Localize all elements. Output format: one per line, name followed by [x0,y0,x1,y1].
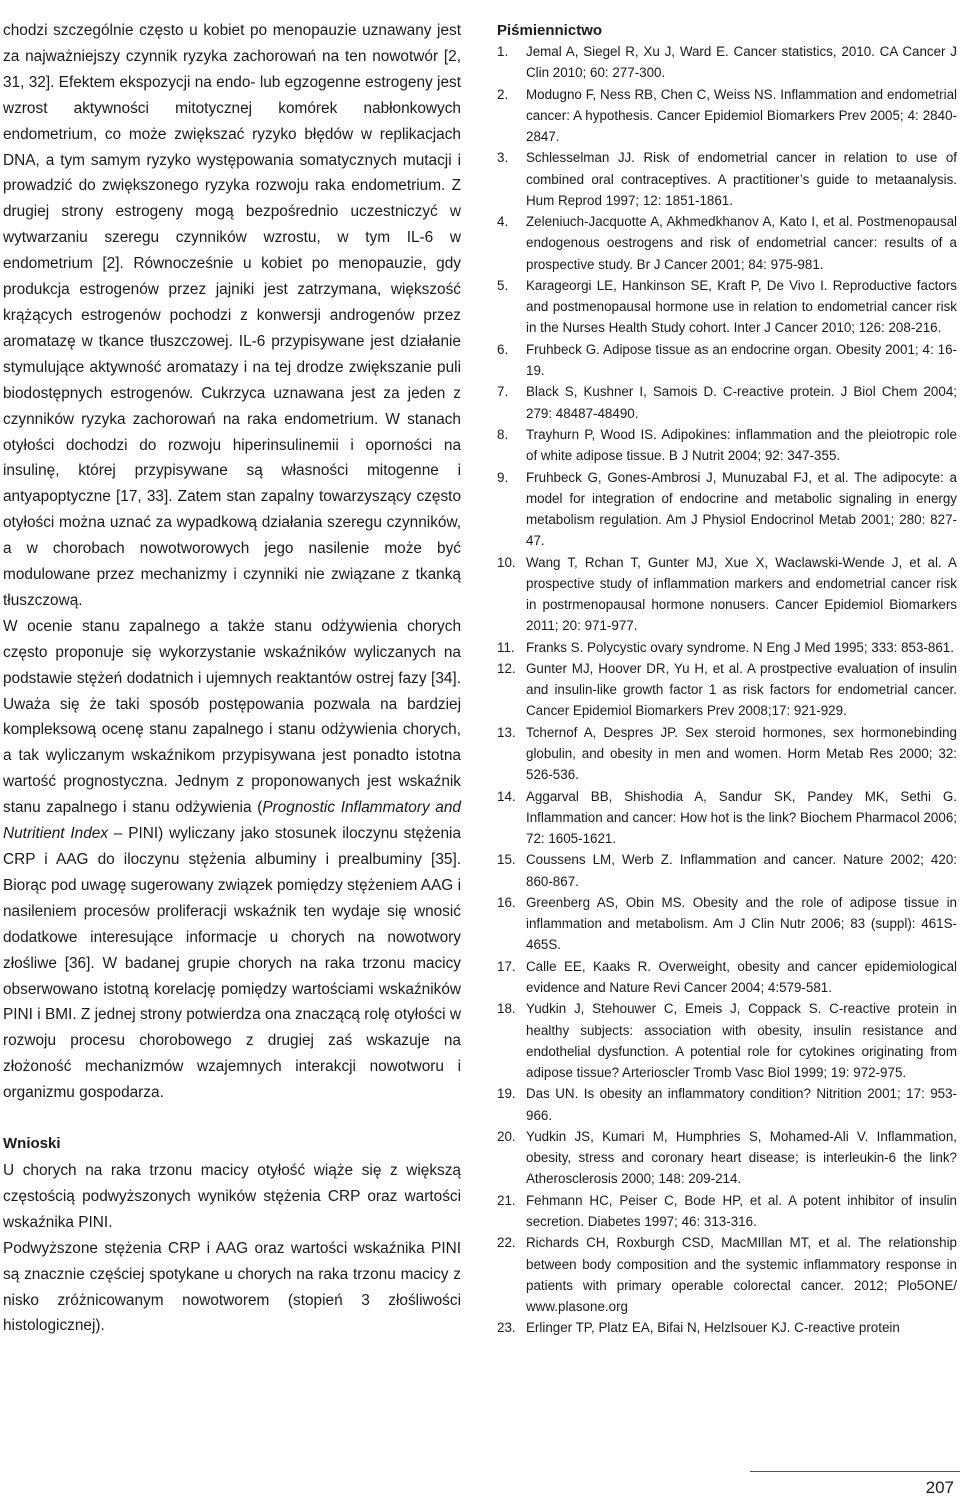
reference-item [497,467,957,552]
reference-number: 7. [497,384,509,400]
reference-text: Calle EE, Kaaks R. Overweight, obesity and cancer epidemiological evidence and Nature Revi Cancer 2004; 4:579-581. [526,958,957,995]
reference-number: 23. [497,1320,516,1336]
reference-text: Wang T, Rchan T, Gunter MJ, Xue X, Waclawski-Wende J, et al. A prospective study of inflammation markers and endometrial cancer risk in postrmenopausal hormone nonusers. Cancer Epidemiol Biomarkers 2011; 20: 971-977. [526,554,957,634]
reference-number: 15. [497,852,516,868]
reference-text: Zeleniuch-Jacquotte A, Akhmedkhanov A, Kato I, et al. Postmenopausal endogenous oestrogens and risk of endometrial cancer: results of a prospective study. Br J Cancer 2001; 84: 975-981. [526,214,957,272]
reference-item [497,424,957,466]
reference-number: 2. [497,86,509,102]
reference-number: 17. [497,958,516,974]
reference-text: Yudkin JS, Kumari M, Humphries S, Mohamed-Ali V. Inflammation, obesity, stress and coronary heart disease; is interleukin-6 the link? Atherosclerosis 2000; 148: 209-214. [526,1128,957,1187]
reference-text: Coussens LM, Werb Z. Inflammation and cancer. Nature 2002; 420: 860-867. [526,852,957,889]
reference-text: Yudkin J, Stehouwer C, Emeis J, Coppack S. C-reactive protein in healthy subjects: association with obesity, insulin resistance and endothelial dysfunction. A potential role for cytokines originating from adipose tissue? Arterioscler Tromb Vasc Biol 1999; 19: 972-975. [526,1001,957,1080]
reference-number: 14. [497,788,516,804]
conclusions-heading: Wnioski [3,1135,61,1153]
reference-item [497,84,957,148]
reference-text: Tchernof A, Despres JP. Sex steroid hormones, sex hormonebinding globulin, and obesity in men and women. Horm Metab Res 2000; 32: 526-536. [526,724,957,783]
references-heading: Piśmiennictwo [497,22,603,39]
reference-number: 13. [497,724,516,740]
reference-number: 1. [497,44,509,59]
reference-item [497,1232,957,1317]
body-paragraph-2 [3,614,461,1106]
reference-number: 5. [497,277,509,293]
reference-item [497,892,957,956]
reference-number: 3. [497,150,509,166]
reference-text: Schlesselman JJ. Risk of endometrial cancer in relation to use of combined oral contraceptives. A practitioner’s guide to metaanalysis. Hum Reprod 1997; 12: 1851-1861. [526,150,957,208]
reference-text: Aggarval BB, Shishodia A, Sandur SK, Pandey MK, Sethi G. Inflammation and cancer: How hot is the link? Biochem Pharmacol 2006; 72: 1605-1621. [526,788,957,846]
reference-number: 8. [497,426,509,442]
reference-item [497,1317,957,1338]
reference-number: 20. [497,1128,516,1144]
para2-text-b: – PINI) wyliczany jako stosunek iloczynu stężenia CRP i AAG do iloczynu stężenia albuminy i prealbuminy [35]. Biorąc pod uwagę sugerowany związek pomiędzy stężeniem AAG i nasileniem procesów proliferacji wskaźnik ten wydaje się wnosić dodatkowe interesujące informacje u chorych na nowotwory złośliwe [36]. W badanej grupie chorych na raka trzonu macicy obserwowano istotną korelację pomiędzy wartościami wskaźników PINI i BMI. Z jednej strony potwierdza ona znaczącą rolę otyłości w rozwoju procesu chorobowego z drugiej zaś wskazuje na złożoność mechanizmów wzajemnych interakcji nowotworu i organizmu gospodarza. [3,825,461,1102]
pini-full-name: Prognostic Inflammatory and Nutritient Index [3,799,461,843]
reference-item [497,658,957,722]
reference-number: 9. [497,469,509,485]
reference-text: Gunter MJ, Hoover DR, Yu H, et al. A prostpective evaluation of insulin and insulin-like growth factor 1 as risk factors for endometrial cancer. Cancer Epidemiol Biomarkers Prev 2008;17: 921-929. [526,660,957,719]
reference-number: 4. [497,214,509,230]
reference-number: 10. [497,554,516,570]
reference-number: 21. [497,1192,516,1208]
reference-item [497,956,957,998]
reference-number: 11. [497,639,515,655]
reference-text: Karageorgi LE, Hankinson SE, Kraft P, De Vivo I. Reproductive factors and postmenopausal hormone use in relation to endometrial cancer risk in the Nurses Health Study cohort. Inter J Cancer 2010; 126: 208-216. [526,277,957,336]
reference-item [497,1126,957,1190]
main-text-column [3,18,461,1339]
body-paragraph-1: chodzi szczególnie często u kobiet po menopauzie uznawany jest za najważniejszy czynnik ryzyka zachorowań na ten nowotwór [2, 31, 32]. Efektem ekspozycji na endo- lub egzogenne estrogeny jest wzrost aktywności mitotycznej komórek nabłonkowych endometrium, co może zwiększać ryzyko błędów w replikacjach DNA, a tym samym ryzyko występowania somatycznych mutacji i prowadzić do zwiększonego ryzyka rozwoju raka endometrium. Z drugiej strony estrogeny mogą bezpośrednio uczestniczyć w wytwarzaniu szeregu czynników wzrostu, w tym IL-6 w endometrium [2]. Równocześnie u kobiet po menopauzie, gdy produkcja estrogenów przez jajniki jest zatrzymana, większość krążących estrogenów pochodzi z konwersji androgenów przez aromatazę w tkance tłuszczowej. IL-6 przypisywane jest działanie stymulujące aktywność aromatazy i na tej drodze zwiększanie puli biodostępnych estrogenów. Cukrzyca uznawana jest za jeden z czynników ryzyka zachorowań na raka endometrium. W stanach otyłości dochodzi do rozwoju hiperinsulinemii i oporności na insulinę, której przypisywane są własności mitogenne i antyapoptyczne [17, 33]. Zatem stan zapalny towarzyszący często otyłości można uznać za wypadkową działania szeregu czynników, a w chorobach nowotworowych jego nasilenie może być modulowane przez mechanizmy i czynniki nie związane z tkanką tłuszczową. [3,22,461,609]
reference-item [497,147,957,211]
reference-text: Black S, Kushner I, Samois D. C-reactive protein. J Biol Chem 2004; 279: 48487-48490. [526,384,957,421]
reference-number: 19. [497,1086,516,1102]
reference-item [497,637,957,658]
reference-text: Greenberg AS, Obin MS. Obesity and the role of adipose tissue in inflammation and metabolism. Am J Clin Nutr 2006; 83 (suppl): 461S-465S. [526,894,957,953]
reference-number: 22. [497,1235,516,1251]
reference-item [497,1083,957,1125]
reference-text: Erlinger TP, Platz EA, Bifai N, Helzlsouer KJ. C-reactive protein [526,1320,900,1336]
reference-item [497,275,957,339]
reference-list [497,41,957,1339]
reference-text: Das UN. Is obesity an inflammatory condition? Nitrition 2001; 17: 953-966. [526,1086,957,1123]
reference-item [497,339,957,381]
reference-item [497,786,957,850]
reference-text: Fruhbeck G, Gones-Ambrosi J, Munuzabal FJ, et al. The adipocyte: a model for integration of endocrine and metabolic signaling in energy metabolism regulation. Am J Physiol Endocrinol Metab 2001; 280: 827-47. [526,469,957,549]
reference-item [497,211,957,275]
reference-text: Richards CH, Roxburgh CSD, MacMIllan MT, et al. The relationship between body composition and the systemic inflammatory response in patients with primary operable colorectal cancer. 2012; Plo5ONE/ www.plasone.org [526,1235,957,1314]
conclusion-paragraph-2: Podwyższone stężenia CRP i AAG oraz wartości wskaźnika PINI są znacznie częściej spotykane u chorych na raka trzonu macicy z nisko zróżnicowanym nowotworem (stopień 3 złośliwości histologicznej). [3,1239,461,1335]
reference-item [497,722,957,786]
reference-text: Fruhbeck G. Adipose tissue as an endocrine organ. Obesity 2001; 4: 16-19. [526,341,957,378]
reference-text: Trayhurn P, Wood IS. Adipokines: inflammation and the pleiotropic role of white adipose tissue. B J Nutrit 2004; 92: 347-355. [526,426,957,464]
conclusion-paragraph-1: U chorych na raka trzonu macicy otyłość wiąże się z większą częstością podwyższonych wyników stężenia CRP oraz wartości wskaźnika PINI. [3,1161,461,1231]
reference-item [497,41,957,83]
reference-number: 12. [497,660,516,676]
reference-number: 6. [497,341,509,357]
reference-text: Fehmann HC, Peiser C, Bode HP, et al. A potent inhibitor of insulin secretion. Diabetes 1997; 46: 313-316. [526,1192,957,1229]
footer-divider [750,1471,960,1472]
references-column [497,20,957,1339]
reference-item [497,998,957,1083]
para2-text-a: W ocenie stanu zapalnego a także stanu odżywienia chorych często proponuje się wykorzystanie wskaźników wyliczanych na podstawie stężeń dodatnich i ujemnych reaktantów ostrej fazy [34]. Uważa się że taki sposób postępowania pozwala na bardziej kompleksową ocenę stanu zapalnego i stanu odżywienia chorych, a tak wyliczanym wskaźnikom przypisywana jest ponadto istotna wartość prognostyczna. Jednym z proponowanych jest wskaźnik stanu zapalnego i stanu odżywienia ( [3,617,461,817]
reference-text: Modugno F, Ness RB, Chen C, Weiss NS. Inflammation and endometrial cancer: A hypothesis. Cancer Epidemiol Biomarkers Prev 2005; 4: 2840-2847. [526,86,957,144]
reference-number: 16. [497,894,516,910]
reference-text: Jemal A, Siegel R, Xu J, Ward E. Cancer statistics, 2010. CA Cancer J Clin 2010; 60: 277-300. [526,44,957,81]
reference-item [497,552,957,637]
reference-item [497,1190,957,1232]
reference-item [497,849,957,891]
page-number: 207 [925,1478,954,1497]
reference-item [497,381,957,423]
reference-number: 18. [497,1001,516,1017]
reference-text: Franks S. Polycystic ovary syndrome. N Eng J Med 1995; 333: 853-861. [526,639,954,655]
